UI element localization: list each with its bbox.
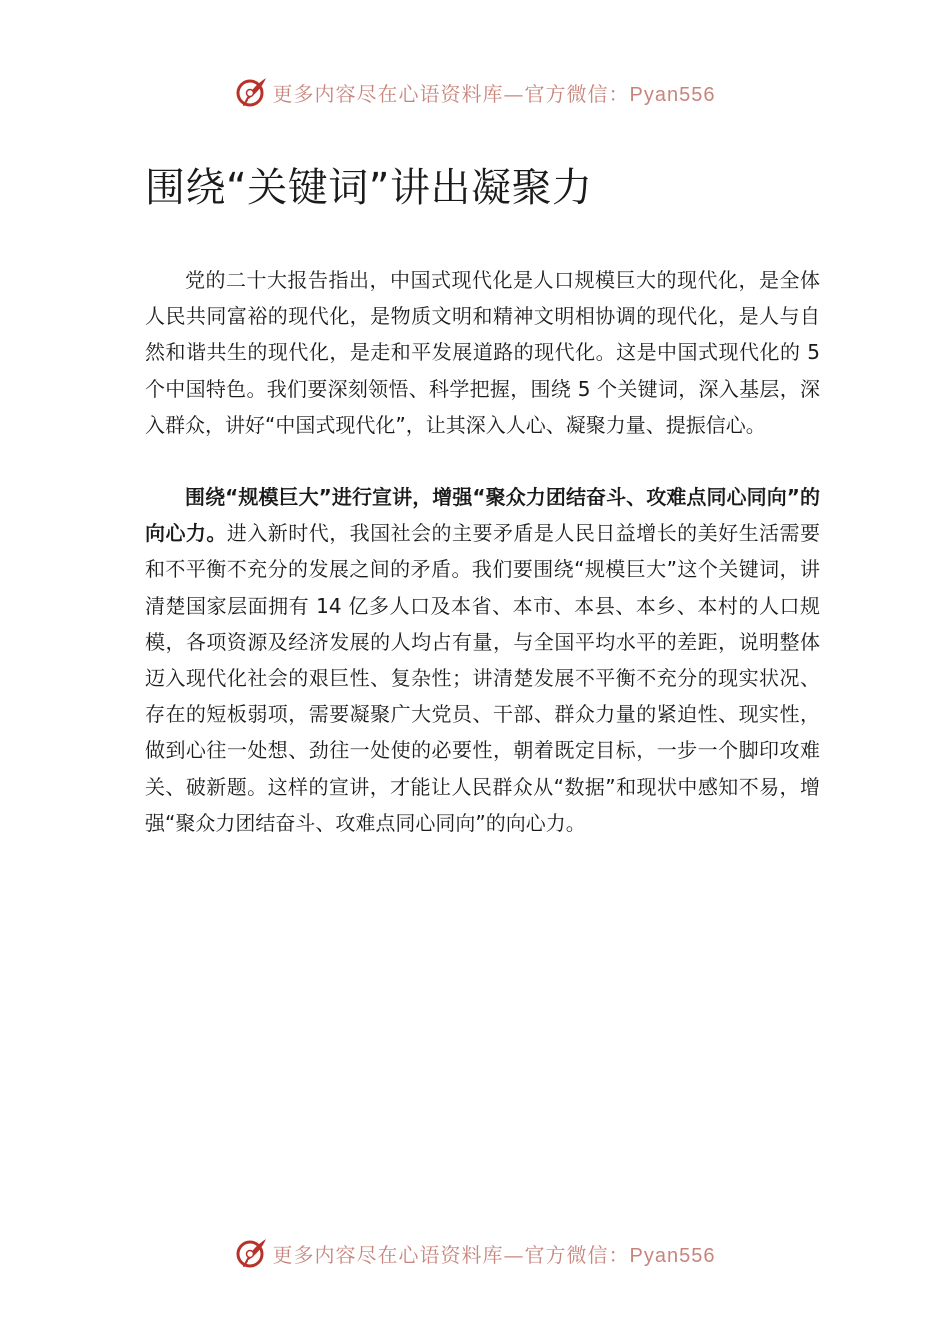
paragraph-2 bbox=[145, 479, 820, 841]
wechat-id: Pyan556 bbox=[629, 83, 716, 106]
quill-logo-icon bbox=[235, 1236, 269, 1270]
quill-logo-icon bbox=[235, 75, 269, 109]
banner-text bbox=[273, 78, 716, 107]
footer-banner bbox=[0, 1233, 950, 1273]
paragraph-2-lead: 围绕“规模巨大”进行宣讲，增强“聚众力团结奋斗、攻难点同心同向”的向心力。 bbox=[145, 485, 820, 546]
wechat-id: Pyan556 bbox=[629, 1244, 716, 1267]
paragraph-1: 党的二十大报告指出，中国式现代化是人口规模巨大的现代化，是全体人民共同富裕的现代化，是物质文明和精神文明相协调的现代化，是人与自然和谐共生的现代化，是走和平发展道路的现代化。这是中国式现代化的 5 个中国特色。我们要深刻领悟、科学把握，围绕 5 个关键词，深入基层，深入群众，讲好“中国式现代化”，让其深入人心、凝聚力量、提振信心。 bbox=[145, 268, 820, 437]
document-title: 围绕“关键词”讲出凝聚力 bbox=[145, 165, 593, 211]
header-banner bbox=[0, 72, 950, 112]
paragraph-2-body: 进入新时代，我国社会的主要矛盾是人民日益增长的美好生活需要和不平衡不充分的发展之间的矛盾。我们要围绕“规模巨大”这个关键词，讲清楚国家层面拥有 14 亿多人口及本省、本市、本县、本乡、本村的人口规模，各项资源及经济发展的人均占有量，与全国平均水平的差距，说明整体迈入现代化社会的艰巨性、复杂性；讲清楚发展不平衡不充分的现实状况、存在的短板弱项，需要凝聚广大党员、干部、群众力量的紧迫性、现实性，做到心往一处想、劲往一处使的必要性，朝着既定目标，一步一个脚印攻难关、破新题。这样的宣讲，才能让人民群众从“数据”和现状中感知不易，增强“聚众力团结奋斗、攻难点同心同向”的向心力。 bbox=[145, 521, 820, 835]
article-body bbox=[145, 262, 820, 841]
banner-text bbox=[273, 1239, 716, 1268]
banner-slogan: 更多内容尽在心语资料库—官方微信： bbox=[272, 1242, 630, 1267]
banner-slogan: 更多内容尽在心语资料库—官方微信： bbox=[272, 81, 630, 106]
